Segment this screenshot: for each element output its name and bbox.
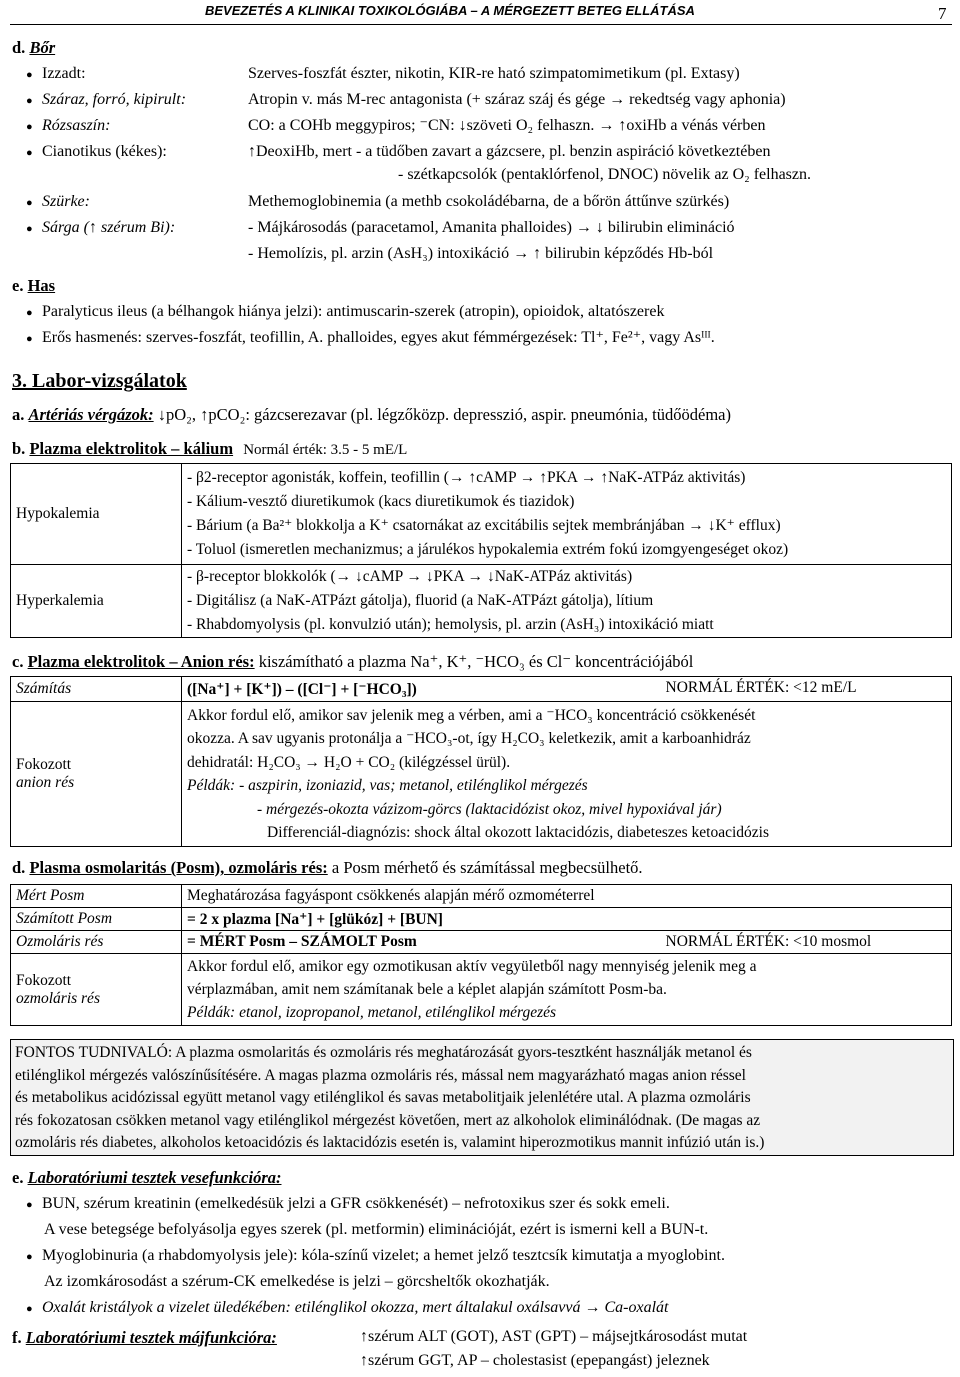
potassium-table bbox=[10, 463, 952, 638]
hypokalemia-item: - Kálium-vesztő diuretikumok (kacs diuretikumok és tiazidok) bbox=[187, 493, 575, 510]
osm-row-text: = 2 x plazma [Na⁺] + [glükóz] + [BUN] bbox=[182, 908, 952, 931]
page-header: BEVEZETÉS A KLINIKAI TOXIKOLÓGIÁBA – A MÉRGEZETT BETEG ELLÁTÁSA bbox=[205, 3, 695, 18]
osmolarity-title: Plasma osmolaritás (Posm), ozmoláris rés: bbox=[29, 858, 328, 877]
kidney-row bbox=[44, 1218, 708, 1242]
anion-normal-text: NORMÁL ÉRTÉK: <12 mE/L bbox=[665, 679, 857, 696]
skin-row-label: Száraz, forró, kipirult: bbox=[42, 91, 187, 108]
skin-row-text: Methemoglobinemia (a methb csokoládébarna, de a bőrön áttűnve szürkés) bbox=[248, 193, 730, 210]
osm-high-line: Akkor fordul elő, amikor egy ozmotikusan aktív vegyületből nagy mennyiség jelenik meg a bbox=[187, 958, 757, 975]
blood-gas-text: ↓pO₂, ↑pCO₂: gázcserezavar (pl. légzőközp. depresszió, aspir. pneumónia, tüdőödéma) bbox=[153, 405, 731, 424]
skin-row bbox=[26, 242, 713, 266]
bullet-icon: ● bbox=[26, 69, 33, 81]
belly-heading-prefix: e. bbox=[12, 276, 28, 295]
liver-title: Laboratóriumi tesztek májfunkcióra: bbox=[25, 1328, 277, 1347]
anion-high-line: - mérgezés-okozta vázizom-görcs (laktacidózist okoz, mivel hypoxiával jár) bbox=[257, 800, 722, 818]
page-number: 7 bbox=[938, 4, 947, 23]
skin-heading-title: Bőr bbox=[29, 38, 56, 57]
anion-calc-label: Számítás bbox=[11, 677, 182, 702]
anion-normal-value bbox=[666, 679, 857, 697]
osm-gap-cell bbox=[182, 931, 952, 954]
potassium-heading bbox=[12, 439, 407, 459]
skin-row bbox=[26, 190, 729, 215]
liver-prefix: f. bbox=[12, 1328, 26, 1347]
kidney-heading bbox=[12, 1168, 281, 1188]
osmolarity-prefix: d. bbox=[12, 858, 30, 877]
hypokalemia-causes bbox=[182, 464, 952, 565]
bullet-icon: ● bbox=[26, 1251, 33, 1263]
belly-heading-title: Has bbox=[27, 276, 56, 295]
kidney-row-text: Oxalát kristályok a vizelet üledékében: etilénglikol okozza, mert általakul oxálsavvá → Ca-oxalát bbox=[42, 1299, 669, 1316]
belly-heading bbox=[12, 276, 55, 296]
bullet-icon: ● bbox=[26, 223, 33, 235]
kidney-row-text: Myoglobinuria (a rhabdomyolysis jele): kóla-színű vizelet; a hemet jelző tesztcsík kimutatja a myoglobint. bbox=[42, 1247, 725, 1264]
belly-item: ● Paralyticus ileus (a bélhangok hiánya jelzi): antimuscarin-szerek (atropin), opioidok, altatószerek bbox=[26, 303, 665, 320]
anion-calc-cell bbox=[182, 677, 952, 702]
important-note-line: ozmoláris rés diabetes, alkoholos ketoacidózis és laktacidózis esetén is, valamint hiperozmotikus mannit infúzió után is.) bbox=[15, 1134, 765, 1151]
osm-high-line: Példák: etanol, izopropanol, metanol, etilénglikol mérgezés bbox=[187, 1004, 557, 1021]
osm-row-text: Meghatározása fagyáspont csökkenés alapján mérő ozmométerrel bbox=[182, 885, 952, 908]
kidney-row bbox=[26, 1244, 725, 1269]
anion-high-text bbox=[182, 702, 952, 847]
important-note-text bbox=[11, 1040, 953, 1157]
skin-row bbox=[26, 216, 735, 241]
anion-high-line: Akkor fordul elő, amikor sav jelenik meg a vérben, ami a ⁻HCO₃ koncentráció csökkenését bbox=[187, 706, 756, 724]
bullet-icon: ● bbox=[26, 121, 33, 133]
osm-high-label-line: ozmoláris rés bbox=[16, 989, 100, 1007]
liver-heading bbox=[12, 1328, 277, 1348]
skin-row-label: Sárga (↑ szérum Bi): bbox=[42, 219, 176, 236]
belly-item-text: Paralyticus ileus (a bélhangok hiánya jelzi): antimuscarin-szerek (atropin), opioidok, altatószerek bbox=[42, 303, 665, 320]
skin-row-text: CO: a COHb meggypiros; ⁻CN: ↓szöveti O₂ felhaszn. → ↑oxiHb a vénás vérben bbox=[248, 117, 766, 134]
potassium-normal: Normál érték: 3.5 - 5 mE/L bbox=[243, 442, 408, 458]
skin-row-label: Szürke: bbox=[42, 193, 90, 210]
osmolarity-heading bbox=[12, 858, 643, 878]
hypokalemia-item: - β2-receptor agonisták, koffein, teofillin (→ ↑cAMP → ↑PKA → ↑NaK-ATPáz aktivitás) bbox=[187, 469, 746, 486]
bullet-icon: ● bbox=[26, 147, 33, 159]
anion-high-label bbox=[11, 702, 182, 847]
anion-gap-title: Plazma elektrolitok – Anion rés: bbox=[27, 652, 255, 671]
important-note-line: FONTOS TUDNIVALÓ: A plazma osmolaritás és ozmoláris rés meghatározását gyors-tesztként használják metanol és bbox=[15, 1044, 752, 1061]
skin-row-text: Szerves-foszfát észter, nikotin, KIR-re ható szimpatomimetikum (pl. Extasy) bbox=[248, 65, 740, 82]
important-note-line: és metabolikus acidózissal együtt metanol vagy etilénglikol és savas metabolitjaik jelenlétére utal. A plazma ozmoláris bbox=[15, 1089, 751, 1106]
osm-normal-value: NORMÁL ÉRTÉK: <10 mosmol bbox=[665, 933, 872, 950]
skin-row bbox=[26, 114, 765, 139]
osm-row-label: Ozmoláris rés bbox=[11, 931, 182, 954]
kidney-row-text: Az izomkárosodást a szérum-CK emelkedése is jelzi – görcsheltők okozhatják. bbox=[44, 1273, 550, 1290]
skin-heading bbox=[12, 38, 55, 58]
skin-row bbox=[26, 163, 811, 187]
anion-gap-heading bbox=[12, 652, 693, 672]
hyperkalemia-item: - Rhabdomyolysis (pl. konvulzió után); hemolysis, pl. arzin (AsH₃) intoxikáció miatt bbox=[187, 616, 714, 633]
important-note-box bbox=[10, 1039, 954, 1156]
blood-gas-title: Artériás vérgázok: bbox=[28, 405, 154, 424]
skin-row-label: Rózsaszín: bbox=[42, 117, 111, 134]
hypokalemia-label: Hypokalemia bbox=[11, 464, 182, 565]
hyperkalemia-item: - Digitálisz (a NaK-ATPázt gátolja), fluorid (a NaK-ATPázt gátolja), lítium bbox=[187, 592, 654, 609]
skin-heading-prefix: d. bbox=[12, 38, 30, 57]
kidney-row bbox=[26, 1192, 670, 1217]
anion-high-line: Példák: - aszpirin, izoniazid, vas; metanol, etilénglikol mérgezés bbox=[187, 777, 588, 794]
osm-row-label: Számított Posm bbox=[11, 908, 182, 931]
potassium-title: Plazma elektrolitok – kálium bbox=[29, 439, 234, 458]
skin-row bbox=[26, 88, 786, 113]
skin-row-text: ↑DeoxiHb, mert - a tüdőben zavart a gázcsere, pl. benzin aspiráció következtében bbox=[248, 143, 771, 160]
anion-gap-prefix: c. bbox=[12, 652, 28, 671]
skin-row-text: - szétkapcsolók (pentaklórfenol, DNOC) növelik az O₂ felhaszn. bbox=[398, 166, 811, 183]
osm-row-text: = MÉRT Posm – SZÁMOLT Posm bbox=[187, 933, 417, 950]
anion-high-label-line: anion rés bbox=[16, 774, 75, 791]
anion-high-line: dehidratál: H₂CO₃ → H₂O + CO₂ (kilégzéssel ürül). bbox=[187, 753, 511, 771]
kidney-row bbox=[26, 1296, 669, 1321]
osmolarity-text: a Posm mérhető és számítással megbecsülhető. bbox=[327, 858, 643, 877]
skin-row-label: Izzadt: bbox=[42, 65, 86, 82]
anion-high-line: Differenciál-diagnózis: shock által okozott laktacidózis, diabeteszes ketoacidózis bbox=[267, 824, 769, 841]
belly-item-text: Erős hasmenés: szerves-foszfát, teofillin, A. phalloides, egyes akut fémmérgezések: Tl⁺, Fe²⁺, vagy Asᴵᴵᴵ. bbox=[42, 329, 715, 346]
skin-row-text: - Hemolízis, pl. arzin (AsH₃) intoxikáció → ↑ bilirubin képződés Hb-ból bbox=[248, 245, 714, 262]
skin-row bbox=[26, 140, 770, 165]
skin-row-text: Atropin v. más M-rec antagonista (+ száraz száj és gége → rekedtség vagy aphonia) bbox=[248, 91, 786, 108]
hyperkalemia-item: - β-receptor blokkolók (→ ↓cAMP → ↓PKA → ↓NaK-ATPáz aktivitás) bbox=[187, 568, 633, 585]
skin-row-text: - Májkárosodás (paracetamol, Amanita phalloides) → ↓ bilirubin elimináció bbox=[248, 219, 735, 236]
osm-high-line: vérplazmában, amit nem számítanak bele a képlet alapján számított Posm-ba. bbox=[187, 981, 667, 998]
hyperkalemia-causes bbox=[182, 565, 952, 638]
bullet-icon: ● bbox=[26, 95, 33, 107]
anion-gap-table bbox=[10, 676, 952, 847]
potassium-prefix: b. bbox=[12, 439, 30, 458]
bullet-icon: ● bbox=[26, 1303, 33, 1315]
hypokalemia-item: - Toluol (ismeretlen mechanizmus; a járulékos hypokalemia extrém fokú izomgyengeséget okoz) bbox=[187, 541, 789, 558]
hyperkalemia-label: Hyperkalemia bbox=[11, 565, 182, 638]
skin-row-label: Cianotikus (kékes): bbox=[42, 143, 167, 160]
osm-high-label bbox=[11, 954, 182, 1026]
blood-gas-prefix: a. bbox=[12, 405, 29, 424]
bullet-icon: ● bbox=[26, 1199, 33, 1211]
liver-line: ↑szérum ALT (GOT), AST (GPT) – májsejtkárosodást mutat bbox=[360, 1328, 748, 1345]
kidney-row-text: BUN, szérum kreatinin (emelkedésük jelzi a GFR csökkenését) – nefrotoxikus szer és sokk emeli. bbox=[42, 1195, 670, 1212]
header-rule bbox=[10, 24, 952, 25]
skin-row bbox=[26, 62, 740, 87]
belly-item: ● Erős hasmenés: szerves-foszfát, teofillin, A. phalloides, egyes akut fémmérgezések: Tl⁺, Fe²⁺, vagy Asᴵᴵᴵ. bbox=[26, 329, 715, 346]
important-note-line: etilénglikol mérgezés valószínűsítésére. A magas plazma ozmoláris rés, mással nem magyarázható magas anion réssel bbox=[15, 1066, 746, 1084]
osm-row-label: Mért Posm bbox=[11, 885, 182, 908]
osm-high-label-line: Fokozott bbox=[16, 971, 72, 989]
bullet-icon: ● bbox=[26, 197, 33, 209]
lab-heading: 3. Labor-vizsgálatok bbox=[12, 370, 187, 392]
anion-high-line: okozza. A sav ugyanis protonálja a ⁻HCO₃-ot, így H₂CO₃ keletkezik, amit a karboanhidráz bbox=[187, 730, 751, 747]
kidney-title: Laboratóriumi tesztek vesefunkcióra: bbox=[27, 1168, 282, 1187]
osm-high-text bbox=[182, 954, 952, 1026]
hypokalemia-item: - Bárium (a Ba²⁺ blokkolja a K⁺ csatornákat az excitábilis sejtek membránjában → ↓K⁺ efflux) bbox=[187, 517, 781, 534]
liver-line: ↑szérum GGT, AP – cholestasist (epepangást) jeleznek bbox=[360, 1352, 710, 1369]
blood-gas-line bbox=[12, 405, 731, 425]
important-note-line: rés fokozatosan csökken metanol vagy etilénglikol mérgezést követően, mert az alkoholok eliminálódnak. (De magas az bbox=[15, 1111, 761, 1129]
kidney-row bbox=[44, 1270, 550, 1294]
osmolarity-table bbox=[10, 884, 952, 1026]
anion-high-label-line: Fokozott bbox=[16, 756, 72, 773]
kidney-row-text: A vese betegsége befolyásolja egyes szerek (pl. metformin) eliminációját, ezért is ismerni kell a BUN-t. bbox=[44, 1221, 709, 1238]
kidney-prefix: e. bbox=[12, 1168, 28, 1187]
anion-gap-text: kiszámítható a plazma Na⁺, K⁺, ⁻HCO₃ és Cl⁻ koncentrációjából bbox=[254, 652, 694, 671]
anion-formula: ([Na⁺] + [K⁺]) – ([Cl⁻] + [⁻HCO₃]) bbox=[187, 681, 417, 698]
